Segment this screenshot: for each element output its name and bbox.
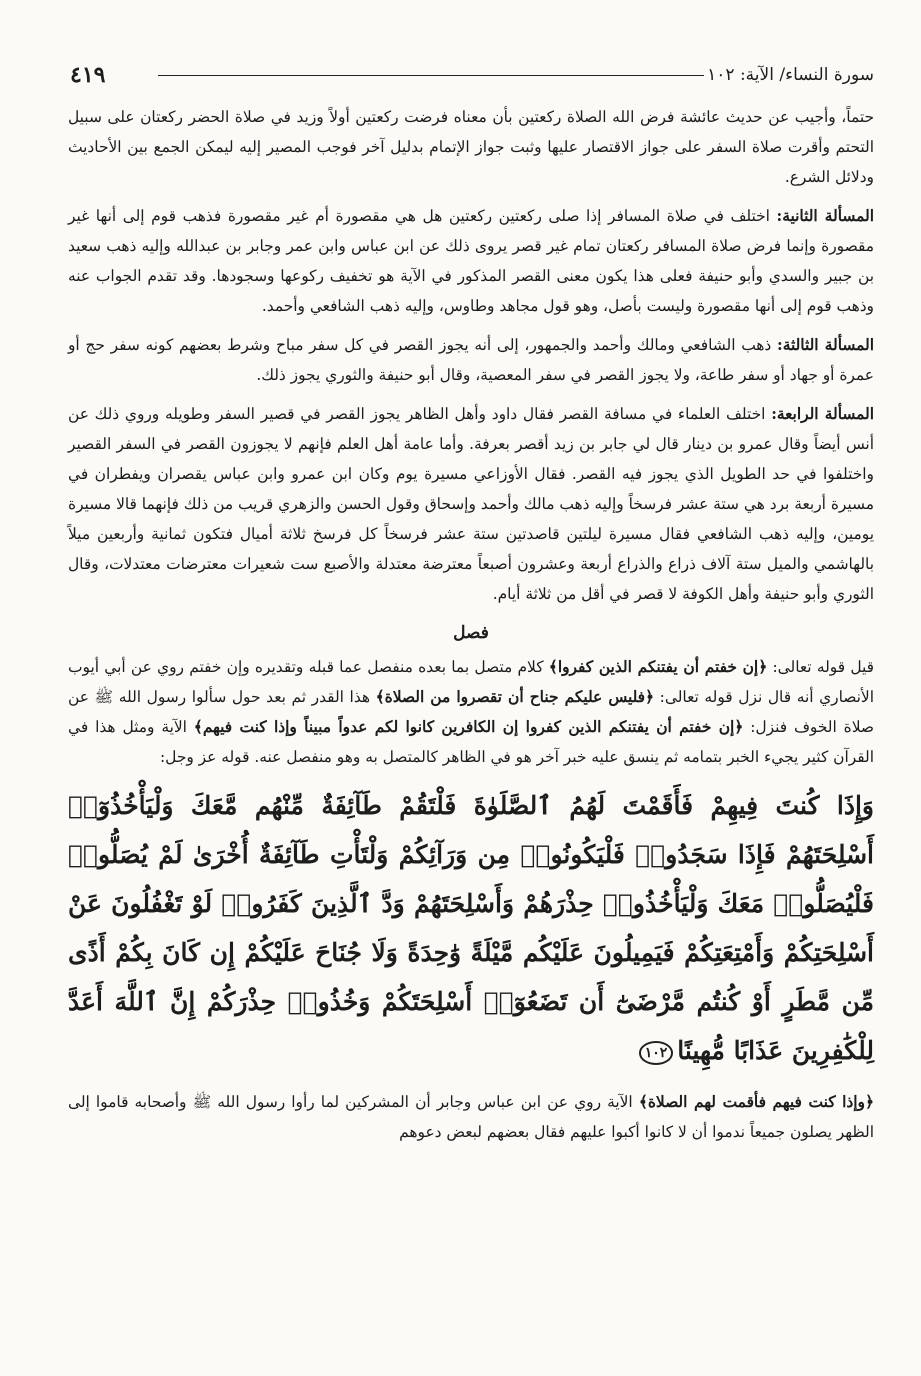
paragraph-1: حتماً، وأجيب عن حديث عائشة فرض الله الصلاة ركعتين بأن معناه فرضت ركعتين أولاً وزيد في صلاة الحضر ركعتان على سبيل التحتم وأقرت صلاة السفر على جواز الاقتصار عليها وثبت جواز الإتمام بدليل آخر فوجب المصير إليه ليمكن الجمع بين الأحاديث ودلائل الشرع.	[68, 108, 874, 186]
p5-quote-3: ﴿إن خفتم أن يفتنكم الذين كفروا إن الكافرين كانوا لكم عدواً مبيناً وإذا كنت فيهم﴾	[193, 718, 744, 736]
quran-verse	[68, 781, 874, 1075]
paragraph-issue-2	[68, 201, 874, 321]
paragraph-issue-4	[68, 399, 874, 609]
header-rule	[158, 75, 704, 76]
p5-part-g: الآية ومثل هذا في القرآن كثير يجيء الخبر بتمامه ثم ينسق عليه خبر آخر هو في الظاهر كالمتصل به وهو منفصل عنه. قوله عز وجل:	[68, 718, 874, 766]
section-heading: فصل	[453, 623, 489, 643]
issue-4-label: المسألة الرابعة:	[771, 405, 874, 423]
surah-title: سورة النساء/ الآية: ١٠٢	[707, 65, 874, 85]
p5-part-e: هذا القدر ثم بعد حول سألوا رسول الله ﷺ عن صلاة الخوف فنزل:	[68, 688, 874, 736]
p6-text: الآية روي عن ابن عباس وجابر أن المشركين لما رأوا رسول الله ﷺ وأصحابه قاموا إلى الظهر يصلون جميعاً ندموا أن لا كانوا أكبوا عليهم فقال بعضهم لبعض دعوهم	[68, 1093, 874, 1141]
paragraph-6	[68, 1087, 874, 1147]
issue-3-label: المسألة الثالثة:	[777, 336, 874, 354]
p5-quote-2: ﴿فليس عليكم جناح أن تقصروا من الصلاة﴾	[375, 688, 655, 706]
p5-quote-1: ﴿إن خفتم أن يفتنكم الذين كفروا﴾	[548, 658, 768, 676]
p5-part-a: قيل قوله تعالى:	[767, 658, 874, 676]
issue-4-text: اختلف العلماء في مسافة القصر فقال داود وأهل الظاهر يجوز القصر في قصير السفر وطويله وروي ذلك عن أنس أيضاً وقال عمرو بن دينار قال لي جابر بن زيد أقصر بعرفة. وأما عامة أهل العلم فإنهم لا يجوزون القصر في السفر القصير واختلفوا في حد الطويل الذي يجوز فيه القصر. فقال الأوزاعي مسيرة يوم وكان ابن عمرو وابن عباس يقصران ويفطران في مسيرة أربعة برد هي ستة عشر فرسخاً وإليه ذهب مالك وأحمد وإسحاق وقول الحسن والزهري قريب من ذلك فإنهما قالا مسيرة يومين، وإليه ذهب الشافعي فقال مسيرة ليلتين قاصدتين ستة عشر فرسخاً كل فرسخ ثلاثة أميال فتكون ثمانية وأربعين ميلاً بالهاشمي والميل ستة آلاف ذراع والذراع أربعة وعشرون أصبعاً معترضة معتدلة والأصبع ست شعيرات معترضات معتدلات، وقال الثوري وأبو حنيفة وأهل الكوفة لا قصر في أقل من ثلاثة أيام.	[68, 405, 874, 603]
issue-3-text: ذهب الشافعي ومالك وأحمد والجمهور، إلى أنه يجوز القصر في كل سفر مباح وشرط بعضهم كونه سفر حج أو عمرة أو جهاد أو سفر طاعة، ولا يجوز القصر في سفر المعصية، وقال أبو حنيفة والثوري يجوز ذلك.	[68, 336, 874, 384]
p5-part-c: كلام متصل بما بعده منفصل عما قبله وتقديره وإن خفتم روي عن أبي أيوب الأنصاري أنه قال نزل قوله تعالى:	[68, 658, 874, 706]
paragraph-5	[68, 652, 874, 772]
issue-2-label: المسألة الثانية:	[776, 207, 874, 225]
page-number: ٤١٩	[70, 62, 106, 88]
paragraph-issue-3	[68, 330, 874, 390]
p6-quote: ﴿وإذا كنت فيهم فأقمت لهم الصلاة﴾	[638, 1093, 874, 1111]
running-header	[70, 58, 874, 92]
verse-number-marker: ١٠٢	[639, 1041, 674, 1065]
verse-text: وَإِذَا كُنتَ فِيهِمْ فَأَقَمْتَ لَهُمُ ٱلصَّلَوٰةَ فَلْتَقُمْ طَآئِفَةٌ مِّنْهُم مَّعَكَ وَلْيَأْخُذُوٓا۟ أَسْلِحَتَهُمْ فَإِذَا سَجَدُوا۟ فَلْيَكُونُوا۟ مِن وَرَآئِكُمْ وَلْتَأْتِ طَآئِفَةٌ أُخْرَىٰ لَمْ يُصَلُّوا۟ فَلْيُصَلُّوا۟ مَعَكَ وَلْيَأْخُذُوا۟ حِذْرَهُمْ وَأَسْلِحَتَهُمْ وَدَّ ٱلَّذِينَ كَفَرُوا۟ لَوْ تَغْفُلُونَ عَنْ أَسْلِحَتِكُمْ وَأَمْتِعَتِكُمْ فَيَمِيلُونَ عَلَيْكُم مَّيْلَةً وَٰحِدَةً وَلَا جُنَاحَ عَلَيْكُمْ إِن كَانَ بِكُمْ أَذًى مِّن مَّطَرٍ أَوْ كُنتُم مَّرْضَىٰٓ أَن تَضَعُوٓا۟ أَسْلِحَتَكُمْ وَخُذُوا۟ حِذْرَكُمْ إِنَّ ٱللَّهَ أَعَدَّ لِلْكَٰفِرِينَ عَذَابًا مُّهِينًا	[68, 791, 874, 1065]
page-body	[68, 102, 874, 1156]
issue-2-text: اختلف في صلاة المسافر إذا صلى ركعتين ركعتين هل هي مقصورة أم غير مقصورة فذهب قوم إلى أنها غير مقصورة وإنما فرض صلاة المسافر ركعتان تمام غير قصر يروى ذلك عن ابن عباس وابن عمر وجابر بن عبدالله وإليه ذهب سعيد بن جبير والسدي وأبو حنيفة فعلى هذا يكون معنى القصر المذكور في الآية هو تخفيف ركوعها وسجودها. وقد تقدم الجواب عنه وذهب قوم إلى أنها مقصورة وليست بأصل، وهو قول مجاهد وطاوس، وإليه ذهب الشافعي وأحمد.	[68, 207, 874, 315]
